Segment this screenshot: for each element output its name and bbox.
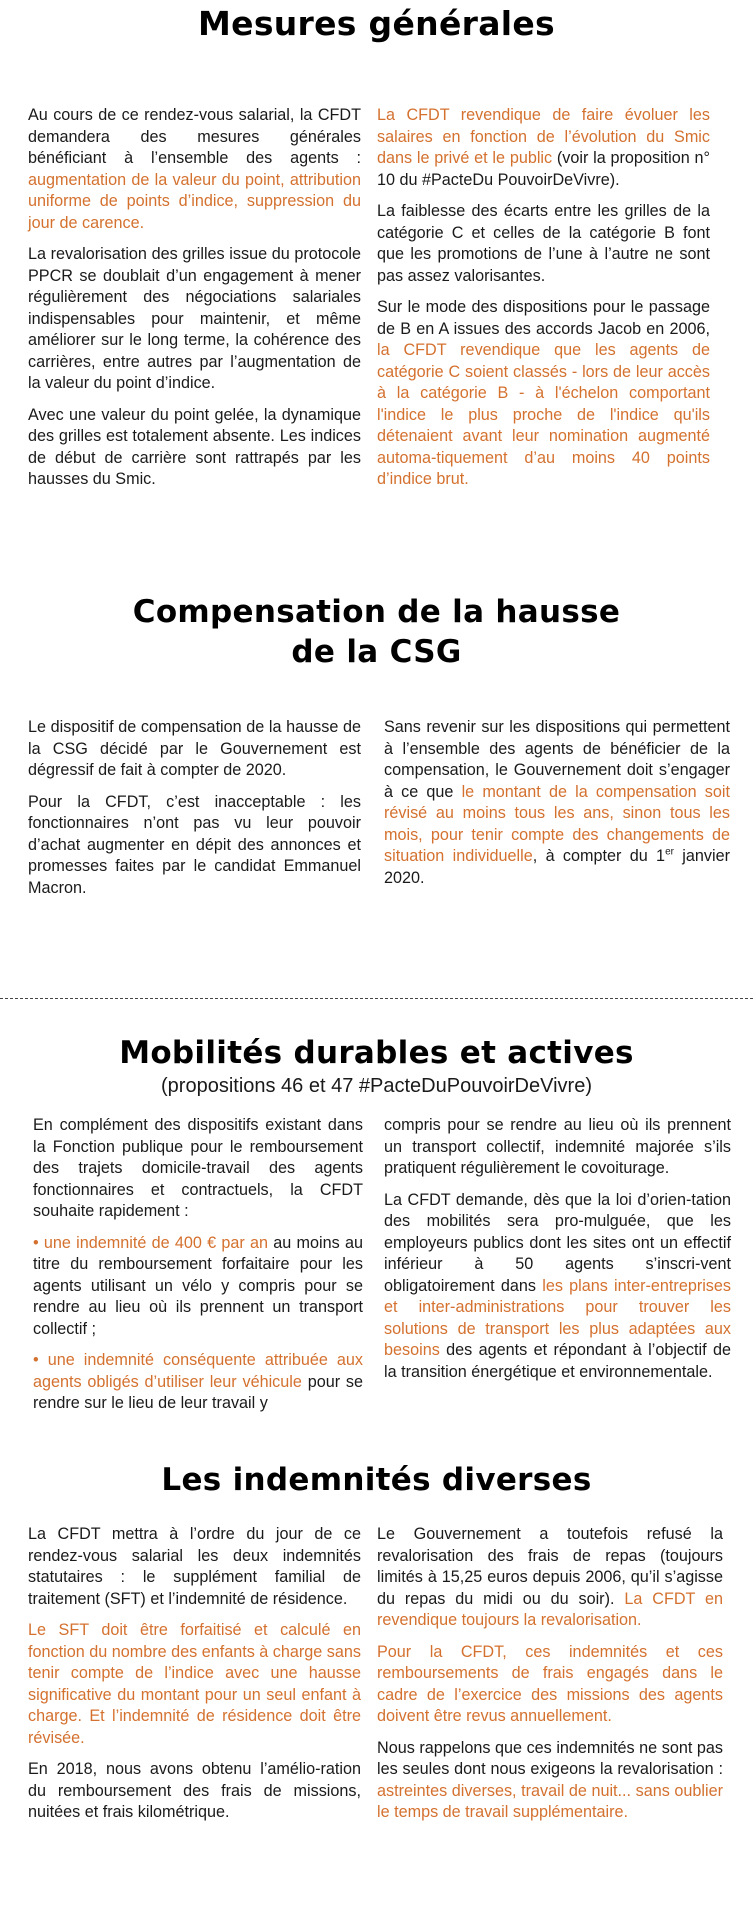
paragraph: Sur le mode des dispositions pour le passage de B en A issues des accords Jacob en 2006, la CFDT revendique que les agents de catégorie C soient classés - lors de leur accès à la catégorie B - à l'échelon comportant l'indice le plus proche de l'indice qu'ils détenaient avant leur nomination augmenté automa-tiquement d’au moins 40 points d’indice brut. bbox=[377, 298, 710, 488]
column-right bbox=[384, 1115, 731, 1393]
dashed-separator bbox=[0, 998, 753, 999]
section-title-mobilites: Mobilités durables et actives bbox=[119, 1035, 634, 1071]
column-right bbox=[384, 717, 730, 899]
highlight-text: La CFDT en revendique toujours la revalorisation. bbox=[377, 1589, 723, 1629]
paragraph: compris pour se rendre au lieu où ils prennent un transport collectif, indemnité majorée s’ils pratiquent régulièrement le covoiturage. bbox=[384, 1116, 731, 1177]
paragraph: Avec une valeur du point gelée, la dynamique des grilles est totalement absente. Les indices de début de carrière sont rattrapés par les hausses du Smic. bbox=[28, 405, 361, 488]
column-left bbox=[33, 1115, 363, 1425]
highlight-text: le montant de la compensation soit révisé au moins tous les ans, sinon tous les mois, pour tenir compte des changements de situation individuelle bbox=[384, 782, 730, 865]
paragraph: Le SFT doit être forfaitisé et calculé en fonction du nombre des enfants à charge sans tenir compte de l’indice avec une hausse significative du montant pour un seul enfant à charge. Et l’indemnité de résidence doit être révisée. bbox=[28, 1621, 361, 1747]
column-left bbox=[28, 1524, 361, 1834]
section-title-indemnites-diverses: Les indemnités diverses bbox=[161, 1462, 592, 1498]
bullet-item: • une indemnité conséquente attribuée aux agents obligés d’utiliser leur véhicule pour se rendre sur le lieu de leur travail y bbox=[33, 1351, 363, 1412]
paragraph: En 2018, nous avons obtenu l’amélio-ration du remboursement des frais de missions, nuitées et frais kilométrique. bbox=[28, 1760, 361, 1821]
highlight-text: les plans inter-entreprises et inter-administrations pour trouver les solutions de transport les plus adaptées aux besoins bbox=[384, 1276, 731, 1359]
section-subtitle: (propositions 46 et 47 #PacteDuPouvoirDeVivre) bbox=[161, 1075, 592, 1097]
paragraph: Le dispositif de compensation de la hausse de la CSG décidé par le Gouvernement est dégressif de fait à compter de 2020. bbox=[28, 718, 361, 779]
section-title-compensation-csg: Compensation de la hausse de la CSG bbox=[132, 594, 621, 670]
paragraph: La faiblesse des écarts entre les grilles de la catégorie C et celles de la catégorie B font que les promotions de l’une à l’autre ne sont pas assez valorisantes. bbox=[377, 202, 710, 285]
paragraph: Sans revenir sur les dispositions qui permettent à l’ensemble des agents de bénéficier de la compensation, le Gouvernement doit s’engager à ce que le montant de la compensation soit révisé au moins tous les ans, sinon tous les mois, pour tenir compte des changements de situation individuelle, à compter du 1er janvier 2020. bbox=[384, 718, 730, 887]
paragraph: Pour la CFDT, c’est inacceptable : les fonctionnaires n’ont pas vu leur pouvoir d’achat augmenter en dépit des annonces et promesses faites par le candidat Emmanuel Macron. bbox=[28, 792, 361, 897]
bullet-item: • une indemnité de 400 € par an au moins au titre du remboursement forfaitaire pour les agents utilisant un vélo y compris pour se rendre au lieu où ils prennent un transport collectif ; bbox=[33, 1233, 363, 1338]
paragraph: La CFDT revendique de faire évoluer les salaires en fonction de l’évolution du Smic dans le privé et le public (voir la proposition n° 10 du #PacteDu PouvoirDeVivre). bbox=[377, 106, 710, 189]
paragraph: Au cours de ce rendez-vous salarial, la CFDT demandera des mesures générales bénéficiant à l’ensemble des agents : augmentation de la valeur du point, attribution uniforme de points d’indice, suppression du jour de carence. bbox=[28, 106, 361, 232]
section-title-mesures-generales: Mesures générales bbox=[198, 4, 555, 43]
paragraph: Nous rappelons que ces indemnités ne sont pas les seules dont nous exigeons la revalorisation : astreintes diverses, travail de nuit... sans oublier le temps de travail supplémentaire. bbox=[377, 1738, 723, 1821]
highlight-text: • une indemnité de 400 € par an bbox=[33, 1233, 269, 1252]
paragraph: La revalorisation des grilles issue du protocole PPCR se doublait d’un engagement à mener régulièrement des négociations salariales indispensables pour maintenir, et même améliorer sur le long terme, la cohérence des carrières, entre autres par l’augmentation de la valeur du point d’indice. bbox=[28, 245, 361, 392]
column-right bbox=[377, 105, 710, 501]
highlight-text: augmentation de la valeur du point, attribution uniforme de points d’indice, suppression du jour de carence. bbox=[28, 170, 361, 232]
column-right bbox=[377, 1524, 723, 1834]
highlight-text: la CFDT revendique que les agents de catégorie C soient classés - lors de leur accès à la catégorie B - à l'échelon comportant l'indice le plus proche de l'indice qu'ils détenaient avant leur nomination augmenté automa-tiquement d’au moins 40 points d’indice brut. bbox=[377, 341, 710, 488]
paragraph: La CFDT demande, dès que la loi d’orien-tation des mobilités sera pro-mulguée, que les employeurs publics dont les sites ont un effectif inférieur à 50 agents s’inscri-vent obligatoirement dans les plans inter-entreprises et inter-administrations pour trouver les solutions de transport les plus adaptées aux besoins des agents et répondant à l’objectif de la transition énergétique et environnementale. bbox=[384, 1190, 731, 1381]
highlight-text: La CFDT revendique de faire évoluer les salaires en fonction de l’évolution du Smic dans le privé et le public bbox=[377, 106, 710, 167]
column-left bbox=[28, 105, 361, 501]
highlight-text: • une indemnité conséquente attribuée aux agents obligés d’utiliser leur véhicule bbox=[33, 1351, 363, 1391]
column-left bbox=[28, 717, 361, 909]
paragraph: Pour la CFDT, ces indemnités et ces remboursements de frais engagés dans le cadre de l’exercice des missions des agents doivent être revus annuellement. bbox=[377, 1642, 723, 1725]
paragraph: Le Gouvernement a toutefois refusé la revalorisation des frais de repas (toujours limités à 15,25 euros depuis 2006, qu’il s’agisse du repas du midi ou du soir). La CFDT en revendique toujours la revalorisation. bbox=[377, 1525, 723, 1629]
paragraph: La CFDT mettra à l’ordre du jour de ce rendez-vous salarial les deux indemnités statutaires : le supplément familial de traitement (SFT) et l’indemnité de résidence. bbox=[28, 1525, 361, 1608]
paragraph: En complément des dispositifs existant dans la Fonction publique pour le remboursement des trajets domicile-travail des agents fonctionnaires et contractuels, la CFDT souhaite rapidement : bbox=[33, 1116, 363, 1220]
highlight-text: astreintes diverses, travail de nuit... sans oublier le temps de travail supplémentaire. bbox=[377, 1781, 723, 1821]
